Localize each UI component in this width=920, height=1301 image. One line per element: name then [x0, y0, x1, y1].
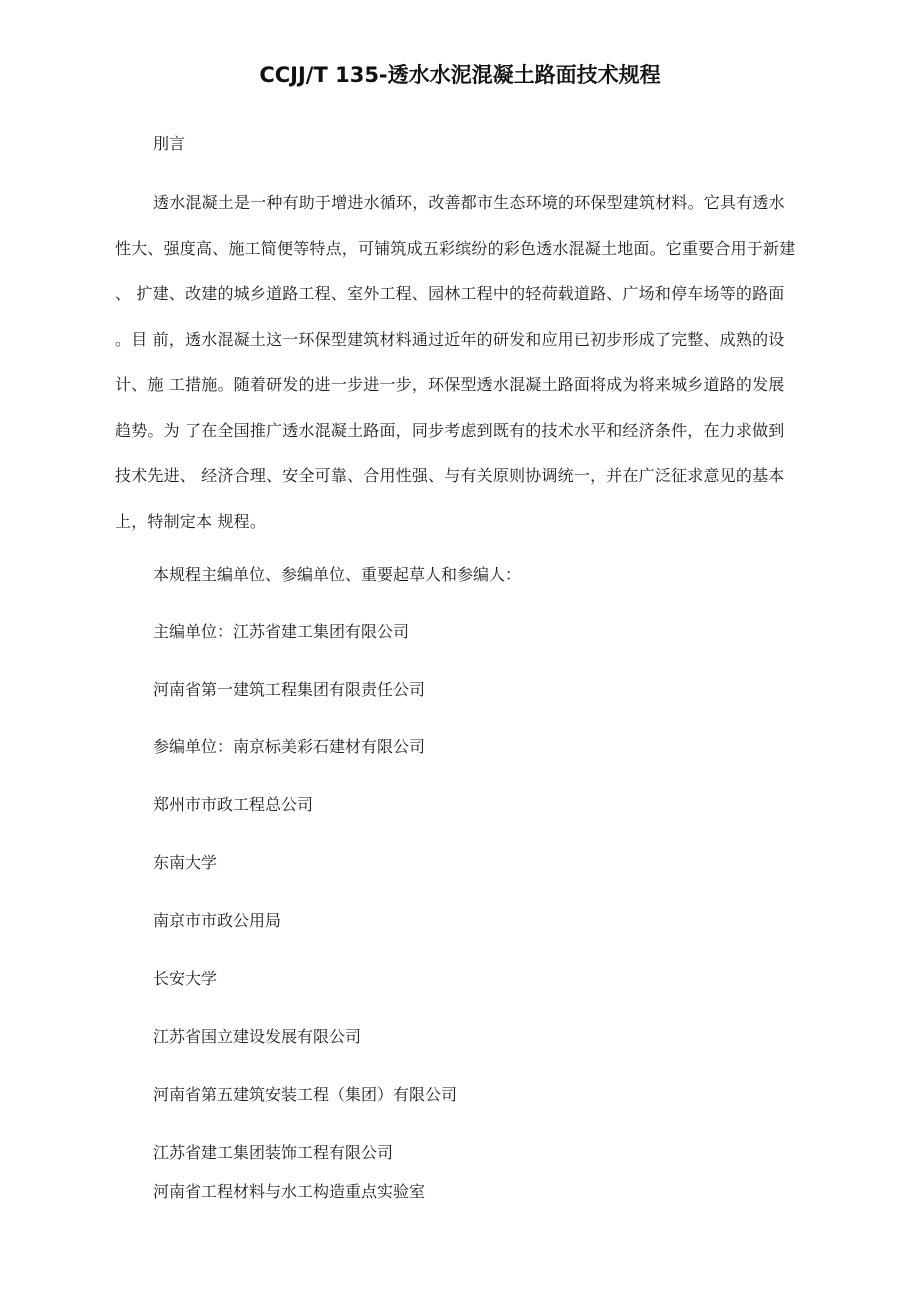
paragraph-line: 、 扩建、改建的城乡道路工程、室外工程、园林工程中的轻荷载道路、广场和停车场等的路面 — [115, 284, 785, 303]
unit-line: 参编单位：南京标美彩石建材有限公司 — [153, 737, 426, 756]
foreword-paragraph — [115, 188, 805, 552]
paragraph-line: 计、施 工措施。随着研发的进一步进一步，环保型透水混凝土路面将成为将来城乡道路的发展 — [115, 375, 785, 394]
unit-line: 南京市市政公用局 — [153, 911, 282, 930]
unit-line: 郑州市市政工程总公司 — [153, 795, 314, 814]
unit-line: 江苏省国立建设发展有限公司 — [153, 1027, 362, 1046]
unit-line: 江苏省建工集团装饰工程有限公司 — [153, 1143, 394, 1162]
paragraph-line: 趋势。为 了在全国推广透水混凝土路面，同步考虑到既有的技术水平和经济条件，在力求做到 — [115, 420, 785, 440]
unit-line: 河南省第一建筑工程集团有限责任公司 — [153, 680, 426, 699]
unit-line: 东南大学 — [153, 853, 218, 872]
paragraph-line: 技术先进、 经济合理、安全可靠、合用性强、与有关原则协调统一，并在广泛征求意见的基本 — [115, 466, 785, 485]
paragraph-line: 上，特制定本 规程。 — [115, 511, 267, 531]
unit-line: 河南省工程材料与水工构造重点实验室 — [153, 1182, 426, 1201]
section-heading: 刖言 — [153, 134, 186, 153]
document-title: CCJJ/T 135-透水水泥混凝土路面技术规程 — [259, 63, 661, 87]
unit-line: 主编单位：江苏省建工集团有限公司 — [153, 622, 410, 641]
intro-line: 本规程主编单位、参编单位、重要起草人和参编人： — [153, 565, 522, 584]
unit-line: 长安大学 — [153, 969, 218, 988]
paragraph-line: 。目 前，透水混凝土这一环保型建筑材料通过近年的研发和应用已初步形成了完整、成熟的设 — [115, 329, 785, 349]
unit-line: 河南省第五建筑安装工程（集团）有限公司 — [153, 1085, 458, 1104]
paragraph-line: 透水混凝土是一种有助于增进水循环，改善都市生态环境的环保型建筑材料。它具有透水 — [153, 193, 785, 212]
paragraph-line: 性大、强度高、施工简便等特点，可铺筑成五彩缤纷的彩色透水混凝土地面。它重要合用于新建 — [115, 238, 796, 258]
